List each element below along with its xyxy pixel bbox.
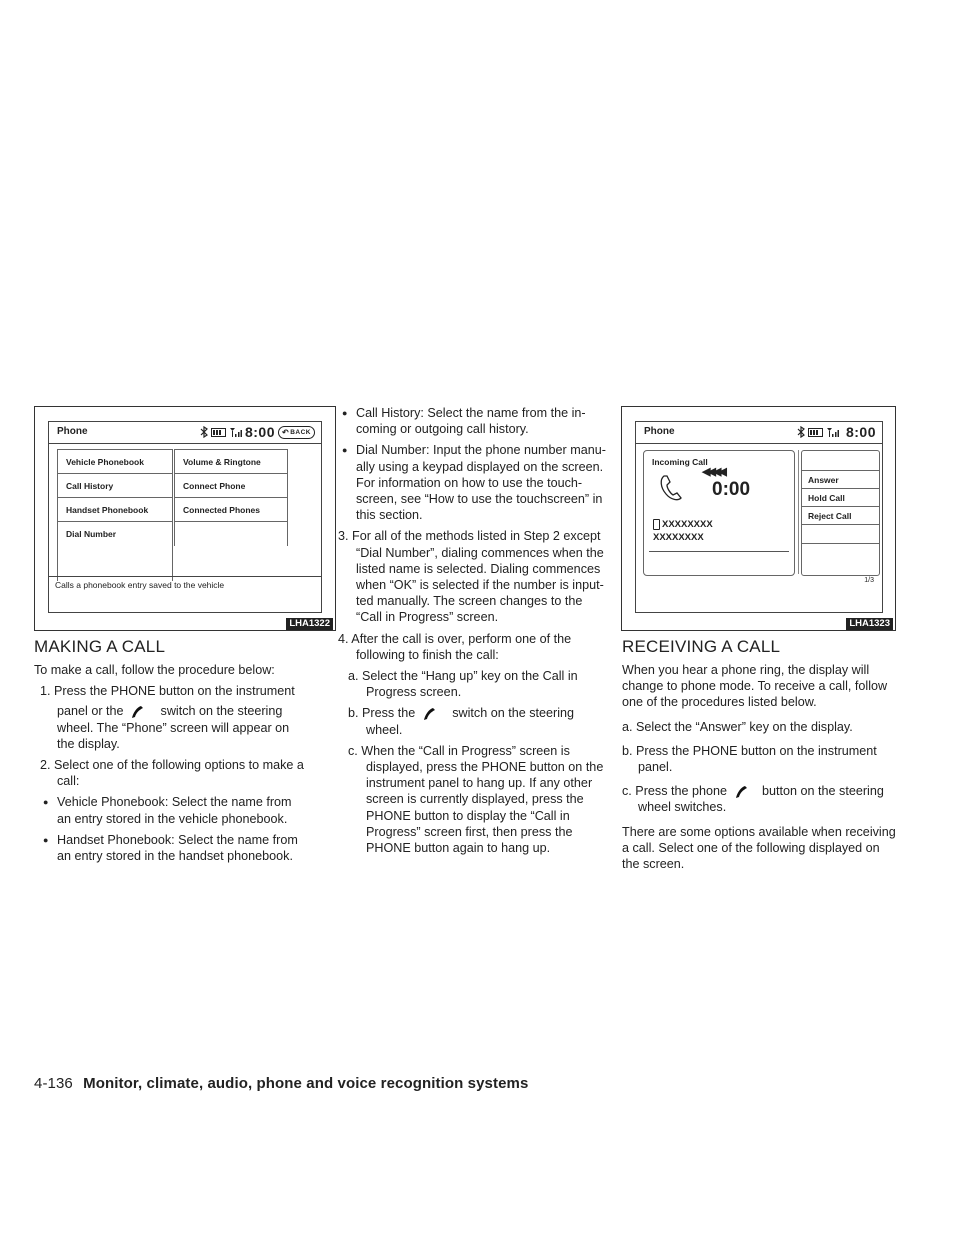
column-2-text [326,405,608,856]
status-bar [200,424,315,440]
bluetooth-icon [200,426,208,438]
menu-handset-phonebook[interactable] [58,498,172,522]
clock: 8:00 [845,424,876,440]
menu-label: Call History [66,480,114,491]
button-label: Hold Call [808,492,845,503]
page-number: 4-136 [34,1075,73,1092]
button-label: Answer [808,474,839,485]
paragraph-line: a call. Select one of the following displayed on [622,840,880,855]
phone-switch-icon [731,785,753,799]
option-c-line: wheel switches. [638,800,727,815]
status-divider [49,576,321,577]
bullet-call-history: ● Call History: Select the name from the in- [356,405,608,421]
section-heading-making-a-call: MAKING A CALL [34,637,166,656]
substep-c-line: c. When the “Call in Progress” screen is [348,743,570,758]
menu-label: Volume & Ringtone [183,456,261,467]
screen-title: Phone [644,426,675,437]
option-c-text: c. Press the phone [622,784,728,799]
bullet-line: an entry stored in the handset phonebook. [57,849,293,864]
phone-menu-screen [48,421,322,613]
step-1-line: wheel. The “Phone” screen will appear on [57,720,290,735]
bullet-line: ally using a keypad displayed on the screen. [356,459,604,474]
substep-c-line: PHONE button again to hang up. [366,841,551,856]
handset-icon [658,473,684,503]
substep-b-line: wheel. [366,722,403,737]
menu-label: Handset Phonebook [66,504,149,515]
action-empty-row [802,525,879,544]
menu-label: Dial Number [66,529,117,539]
step-1-line: the display. [57,736,120,751]
chapter-title: Monitor, climate, audio, phone and voice recognition systems [83,1075,529,1092]
bullet-line: an entry stored in the vehicle phonebook. [57,811,288,826]
paragraph-line: There are some options available when receiving [622,824,896,839]
figure-phone-menu [34,406,336,631]
substep-b-text: switch on the steering [452,706,575,721]
option-a-line: a. Select the “Answer” key on the display. [622,719,853,734]
hold-call-button[interactable] [802,489,879,507]
menu-vehicle-phonebook[interactable] [58,450,172,474]
step-1-line: 1. Press the PHONE button on the instrument [40,684,295,699]
battery-icon [211,428,227,437]
substep-c-line: PHONE button to display the “Call in [366,808,570,823]
bluetooth-icon [797,426,805,438]
phone-switch-icon [127,705,149,719]
battery-icon [808,428,824,437]
caller-name: XXXXXXXX [653,532,704,543]
menu-connected-phones[interactable] [175,498,287,522]
step-1-line [34,703,334,719]
bullet-vehicle-phonebook: ● Vehicle Phonebook: Select the name from [57,794,334,810]
phone-device-icon [653,519,660,530]
option-c-line [622,783,900,799]
panel-divider [649,551,789,552]
step-3-line: 3. For all of the methods listed in Step 2 except [338,529,601,544]
substep-c-line: displayed, press the PHONE button on the [366,760,604,775]
option-b-line: panel. [638,760,673,775]
menu-label: Connected Phones [183,504,260,515]
page-footer [34,1075,528,1092]
screen-title: Phone [57,426,88,437]
status-message: Calls a phonebook entry saved to the vehicle [55,580,225,590]
section-heading-receiving-a-call: RECEIVING A CALL [622,637,781,656]
menu-label: Vehicle Phonebook [66,456,144,467]
option-b-line: b. Press the PHONE button on the instrument [622,743,877,758]
bullet-line: screen, see “How to use the touchscreen” in [356,492,603,507]
step-1-text: switch on the steering [160,704,283,719]
step-2-line: 2. Select one of the following options to make a [40,758,304,773]
call-action-list [801,450,880,576]
menu-right-column [174,449,288,546]
caller-number: XXXXXXXX [662,519,713,530]
clock: 8:00 [244,424,276,440]
call-timer: 0:00 [712,479,751,500]
substep-a-line: Progress screen. [366,685,462,700]
paragraph-line: the screen. [622,857,685,872]
back-arrow-icon: ↶ [282,427,290,437]
button-label: Reject Call [808,510,852,521]
substep-c-line: instrument panel to hang up. If any other [366,776,593,791]
menu-connect-phone[interactable] [175,474,287,498]
step-3-line: when “OK” is selected if the number is input- [356,578,604,593]
bullet-line: this section. [356,508,423,523]
menu-label: Connect Phone [183,480,246,491]
incoming-call-panel [643,450,795,576]
step-3-line: “Dial Number”, dialing commences when the [356,545,604,560]
substep-c-line: Progress” screen first, then press the [366,824,573,839]
step-3-line: listed name is selected. Dialing commences [356,561,601,576]
figure-id: LHA1322 [286,618,333,630]
substep-b-line [326,705,608,721]
step-3-line: “Call in Progress” screen. [356,610,499,625]
back-button[interactable] [278,426,315,439]
substep-b-text: b. Press the [348,706,416,721]
phone-switch-icon [419,707,441,721]
intro-text: To make a call, follow the procedure below: [34,663,275,677]
figure-id: LHA1323 [846,618,893,630]
step-4-line: 4. After the call is over, perform one of the [338,631,572,646]
step-3-line: ted manually. The screen changes to the [356,594,583,609]
bullet-line: coming or outgoing call history. [356,422,529,437]
step-2-line: call: [57,774,80,789]
paragraph-line: one of the procedures listed below. [622,695,817,710]
incoming-call-screen [635,421,883,613]
substep-a-line: a. Select the “Hang up” key on the Call in [348,669,578,684]
menu-volume-ringtone[interactable] [175,450,287,474]
ringing-arrows-icon: ◀◀◀◀ [702,466,724,478]
option-c-text: button on the steering [762,784,884,799]
back-label: BACK [290,428,311,436]
signal-icon [827,427,839,437]
scroll-track[interactable] [798,450,799,574]
substep-c-line: screen is currently displayed, press the [366,792,584,807]
column-1-text [34,662,334,864]
action-spacer [802,451,879,471]
answer-button[interactable] [802,471,879,489]
reject-call-button[interactable] [802,507,879,525]
bullet-dial-number: ● Dial Number: Input the phone number manu- [356,442,608,458]
step-1-text: panel or the [57,704,124,719]
menu-dial-number[interactable] [58,522,172,546]
bullet-handset-phonebook: ● Handset Phonebook: Select the name from [57,832,334,848]
status-bar [797,424,876,440]
signal-icon [230,427,242,437]
menu-left-column [57,449,173,581]
bullet-line: For information on how to use the touch- [356,475,583,490]
paragraph-line: When you hear a phone ring, the display will [622,663,870,677]
column-3-text [622,662,900,872]
step-4-line: following to finish the call: [356,647,499,662]
page-indicator: 1/3 [864,577,874,584]
figure-incoming-call [621,406,896,631]
menu-call-history[interactable] [58,474,172,498]
paragraph-line: change to phone mode. To receive a call, follow [622,679,888,694]
incoming-call-label: Incoming Call [652,457,708,467]
